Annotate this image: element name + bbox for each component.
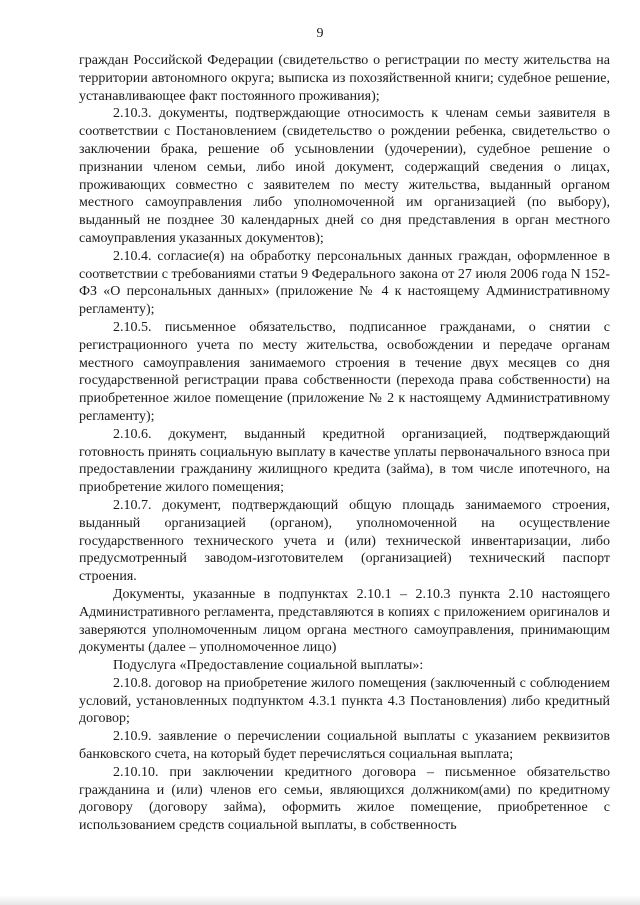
paragraph: Подуслуга «Предоставление социальной выплаты»: [113, 658, 424, 674]
paragraph: 2.10.8. договор на приобретение жилого помещения (заключенный с соблюдением условий, установленных подпунктом 4.3.1 пункта 4.3 Постановления) либо кредитный договор; [79, 675, 610, 727]
paragraph: 2.10.9. заявление о перечислении социальной выплаты с указанием реквизитов банковского счета, на который будет перечисляться социальная выплата; [79, 729, 610, 763]
paragraph: Документы, указанные в подпунктах 2.10.1 – 2.10.3 пункта 2.10 настоящего Административного регламента, представляются в копиях с приложением оригиналов и заверяются уполномоченным лицом органа местного самоуправления, принимающим документы (далее – уполномоченное лицо) [79, 586, 610, 656]
document-body [79, 52, 610, 835]
paragraph: 2.10.7. документ, подтверждающий общую площадь занимаемого строения, выданный организацией (органом), уполномоченной на осуществление государственного технического учета и (или) технической инвентаризации, либо предусмотренный заводом-изготовителем (организацией) технический паспорт строения. [79, 497, 610, 585]
paragraph: 2.10.4. согласие(я) на обработку персональных данных граждан, оформленное в соответствии с требованиями статьи 9 Федерального закона от 27 июля 2006 года N 152-ФЗ «О персональных данных» (приложение № 4 к настоящему Административному регламенту); [79, 248, 610, 318]
paragraph: 2.10.5. письменное обязательство, подписанное гражданами, о снятии с регистрационного учета по месту жительства, освобождении и передаче органам местного самоуправления занимаемого строения в течение двух месяцев со дня государственной регистрации права собственности (перехода права собственности) на приобретенное жилое помещение (приложение № 2 к настоящему Административному регламенту); [79, 319, 610, 424]
page-number: 9 [316, 26, 324, 41]
paragraph: 2.10.6. документ, выданный кредитной организацией, подтверждающий готовность принять социальную выплату в качестве уплаты первоначального взноса при предоставлении гражданину жилищного кредита (займа), в том числе ипотечного, на приобретение жилого помещения; [79, 426, 610, 496]
scan-edge [0, 895, 640, 905]
paragraph: граждан Российской Федерации (свидетельство о регистрации по месту жительства на территории автономного округа; выписка из похозяйственной книги; судебное решение, устанавливающее факт постоянного проживания); [79, 53, 610, 104]
paragraph: 2.10.3. документы, подтверждающие относимость к членам семьи заявителя в соответствии с Постановлением (свидетельство о рождении ребенка, свидетельство о заключении брака, решение об усыновлении (удочерении), судебное решение о признании членом семьи, либо иной документ, содержащий сведения о лицах, проживающих совместно с заявителем по месту жительства, выданный органом местного самоуправления либо уполномоченной им организацией (по выбору), выданный не позднее 30 календарных дней со дня представления в орган местного самоуправления указанных документов); [79, 106, 610, 246]
paragraph: 2.10.10. при заключении кредитного договора – письменное обязательство гражданина и (или) членов его семьи, являющихся должником(ами) по кредитному договору (договору займа), оформить жилое помещение, приобретенное с использованием средств социальной выплаты, в собственность [79, 764, 610, 834]
